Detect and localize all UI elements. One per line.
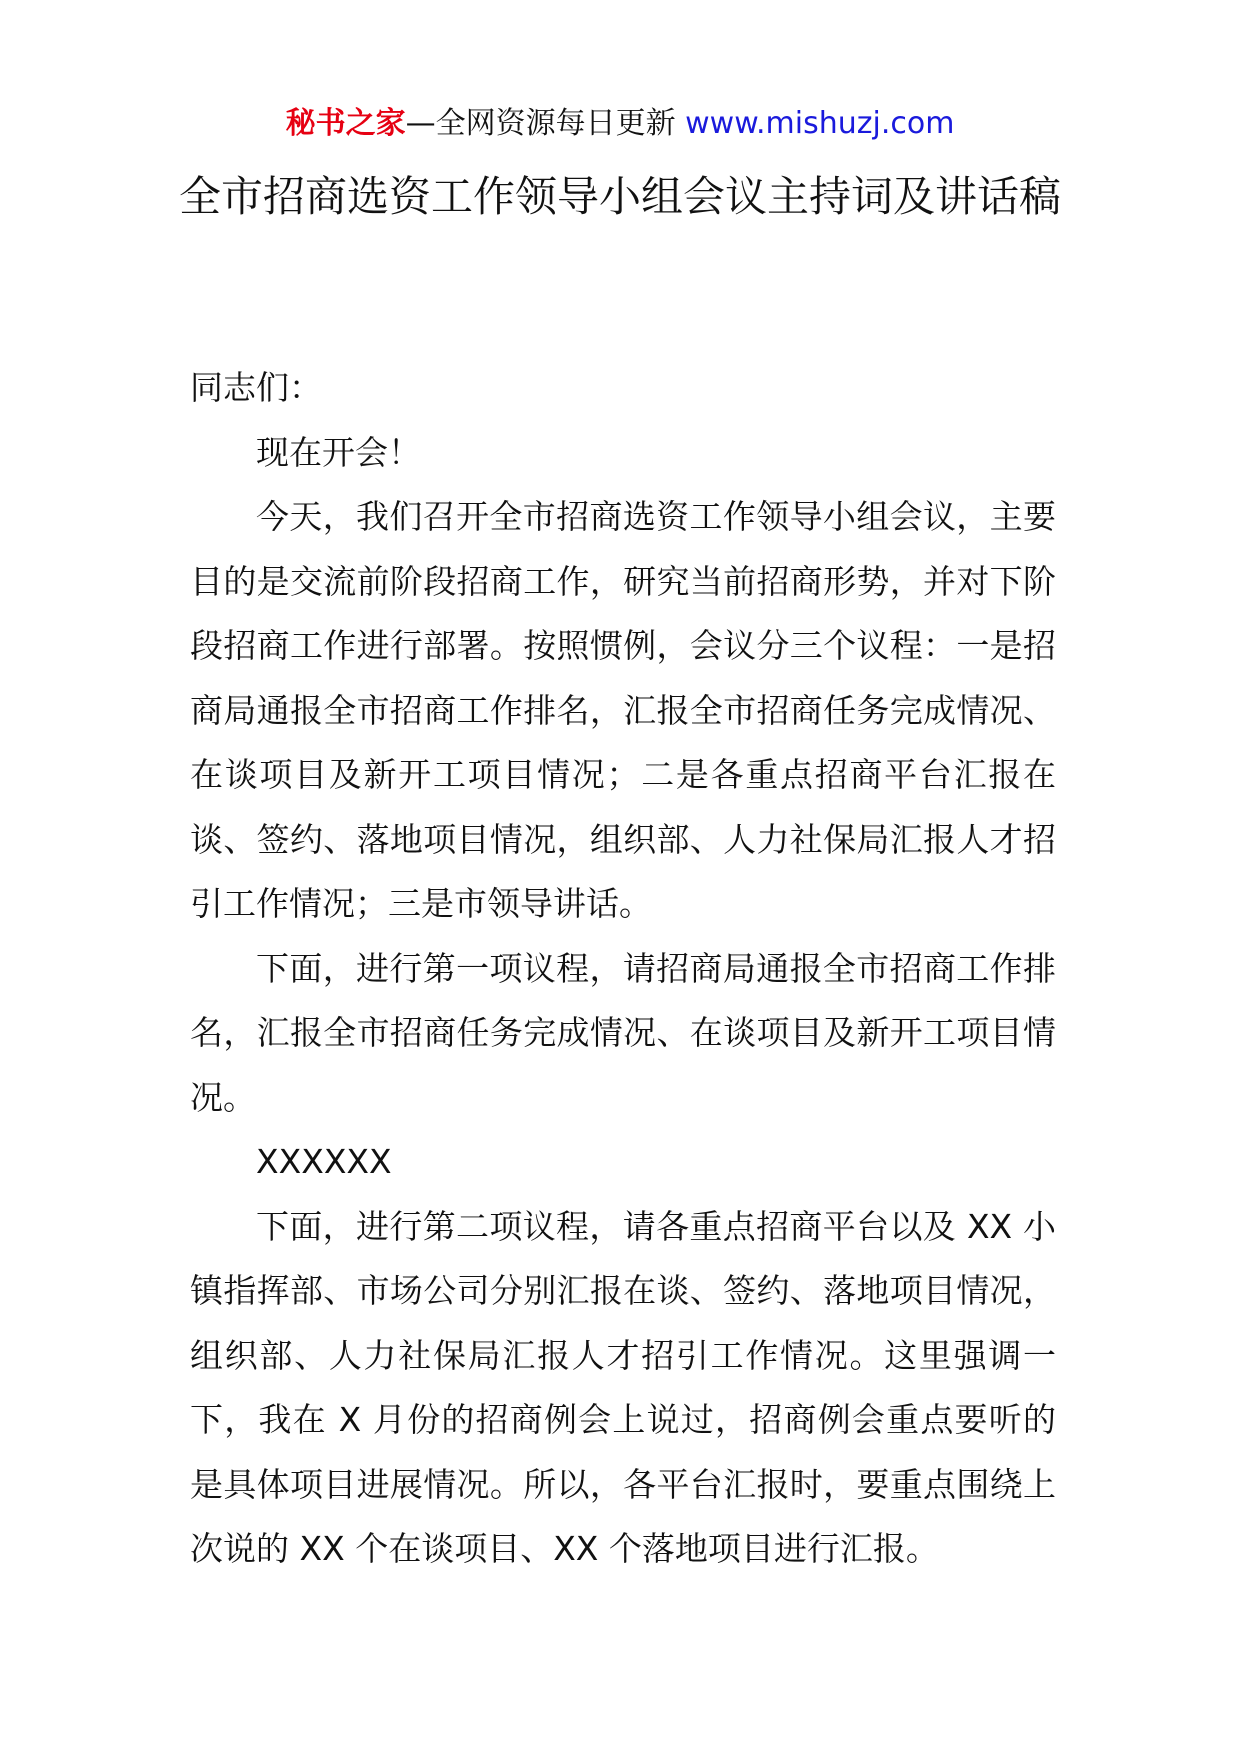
paragraph-first-item: 下面，进行第一项议程，请招商局通报全市招商工作排名，汇报全市招商任务完成情况、在谈项目及新开工项目情况。 xyxy=(190,948,1056,1117)
site-banner xyxy=(0,104,1240,144)
paragraph-placeholder: XXXXXX xyxy=(256,1142,392,1181)
paragraph-agenda: 今天，我们召开全市招商选资工作领导小组会议，主要目的是交流前阶段招商工作，研究当前招商形势，并对下阶段招商工作进行部署。按照惯例，会议分三个议程：一是招商局通报全市招商工作排名，汇报全市招商任务完成情况、在谈项目及新开工项目情况；二是各重点招商平台汇报在谈、签约、落地项目情况，组织部、人力社保局汇报人才招引工作情况；三是市领导讲话。 xyxy=(190,497,1056,923)
salutation: 同志们： xyxy=(190,368,322,407)
paragraph-opening: 现在开会！ xyxy=(256,432,421,472)
site-url[interactable]: www.mishuzj.com xyxy=(685,106,955,141)
document-title: 全市招商选资工作领导小组会议主持词及讲话稿 xyxy=(178,172,1061,221)
banner-slogan: —全网资源每日更新 xyxy=(405,106,686,141)
paragraph-second-item: 下面，进行第二项议程，请各重点招商平台以及 XX 小镇指挥部、市场公司分别汇报在谈、签约、落地项目情况，组织部、人力社保局汇报人才招引工作情况。这里强调一下，我在 X 月份的招商例会上说过，招商例会重点要听的是具体项目进展情况。所以，各平台汇报时，要重点围绕上次说的 XX 个在谈项目、XX 个落地项目进行汇报。 xyxy=(190,1206,1056,1568)
document-body xyxy=(190,356,1056,1582)
brand-name: 秘书之家 xyxy=(285,106,406,141)
